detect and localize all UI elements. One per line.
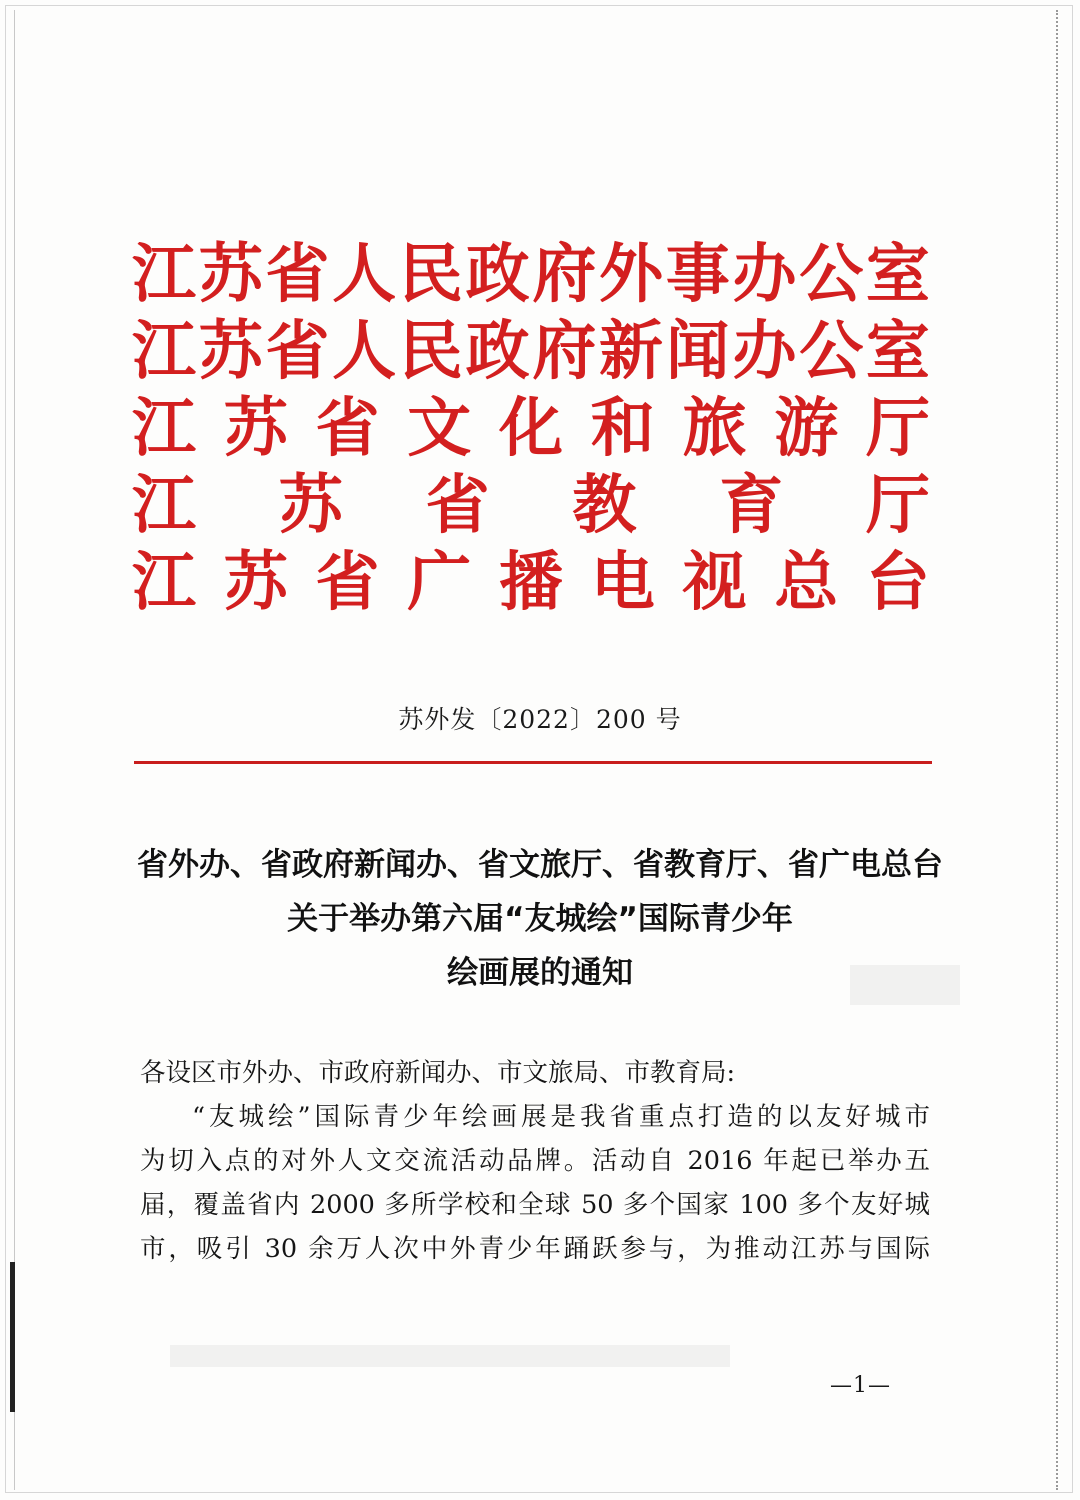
- show-through-smudge: [170, 1345, 730, 1367]
- org-char: 苏: [223, 545, 288, 620]
- org-char: 和: [590, 391, 655, 466]
- org-char: 教: [572, 468, 637, 543]
- org-char: 广: [407, 545, 472, 620]
- page-number: —1—: [830, 1373, 891, 1398]
- org-char: 政: [465, 237, 530, 312]
- title-line: 省外办、省政府新闻办、省文旅厅、省教育厅、省广电总台: [137, 847, 943, 883]
- org-char: 闻: [665, 314, 730, 389]
- salutation: 各设区市外办、市政府新闻办、市文旅局、市教育局:: [140, 1058, 736, 1088]
- org-char: 外: [599, 237, 664, 312]
- org-char: 育: [719, 468, 784, 543]
- document-number: 苏外发〔2022〕200 号: [398, 705, 682, 734]
- title-line: 绘画展的通知: [447, 955, 633, 991]
- org-char: 省: [425, 468, 490, 543]
- org-char: 厅: [866, 391, 930, 466]
- org-char: 民: [398, 314, 463, 389]
- org-char: 视: [682, 545, 747, 620]
- org-char: 化: [499, 391, 563, 466]
- org-line-education: [132, 467, 930, 544]
- org-char: 省: [315, 545, 380, 620]
- org-line-press-office: [132, 313, 930, 390]
- org-char: 省: [265, 237, 330, 312]
- org-char: 苏: [198, 314, 263, 389]
- org-char: 苏: [198, 237, 263, 312]
- org-char: 苏: [223, 391, 288, 466]
- title-line: 关于举办第六届“友城绘”国际青少年: [287, 901, 793, 937]
- org-char: 政: [465, 314, 530, 389]
- paragraph-line: 为切入点的对外人文交流活动品牌。活动自 2016 年起已举办五: [140, 1146, 930, 1176]
- issuing-organizations-header: [132, 236, 930, 621]
- paragraph-line: 届，覆盖省内 2000 多所学校和全球 50 多个国家 100 多个友好城: [140, 1190, 930, 1220]
- page-edge-dotted: [1055, 10, 1058, 1490]
- org-char: 总: [774, 545, 839, 620]
- org-char: 室: [865, 314, 930, 389]
- org-char: 江: [132, 545, 196, 620]
- paragraph-line: “友城绘”国际青少年绘画展是我省重点打造的以友好城市: [192, 1102, 930, 1132]
- org-char: 江: [132, 391, 196, 466]
- org-char: 台: [866, 545, 930, 620]
- org-char: 江: [132, 237, 196, 312]
- org-char: 文: [407, 391, 472, 466]
- org-char: 苏: [278, 468, 343, 543]
- notice-title: [0, 838, 1080, 1000]
- org-char: 游: [774, 391, 839, 466]
- org-char: 公: [799, 314, 864, 389]
- org-char: 省: [265, 314, 330, 389]
- org-char: 人: [332, 237, 397, 312]
- org-char: 播: [499, 545, 563, 620]
- org-char: 电: [590, 545, 655, 620]
- org-char: 室: [865, 237, 930, 312]
- red-separator-rule: [134, 761, 932, 764]
- org-line-culture-tourism: [132, 390, 930, 467]
- org-char: 公: [799, 237, 864, 312]
- org-char: 府: [532, 237, 597, 312]
- org-char: 旅: [682, 391, 747, 466]
- org-line-foreign-affairs: [132, 236, 930, 313]
- org-char: 府: [532, 314, 597, 389]
- org-char: 江: [132, 468, 196, 543]
- org-char: 人: [332, 314, 397, 389]
- paragraph-line: 市，吸引 30 余万人次中外青少年踊跃参与，为推动江苏与国际: [140, 1234, 930, 1264]
- org-char: 办: [732, 237, 797, 312]
- org-char: 厅: [865, 468, 930, 543]
- org-line-broadcasting: [132, 544, 930, 621]
- org-char: 江: [132, 314, 196, 389]
- org-char: 办: [732, 314, 797, 389]
- scan-edge-mark: [10, 1262, 15, 1412]
- notice-body: [140, 1051, 930, 1271]
- org-char: 新: [599, 314, 664, 389]
- org-char: 省: [315, 391, 380, 466]
- org-char: 事: [665, 237, 730, 312]
- org-char: 民: [398, 237, 463, 312]
